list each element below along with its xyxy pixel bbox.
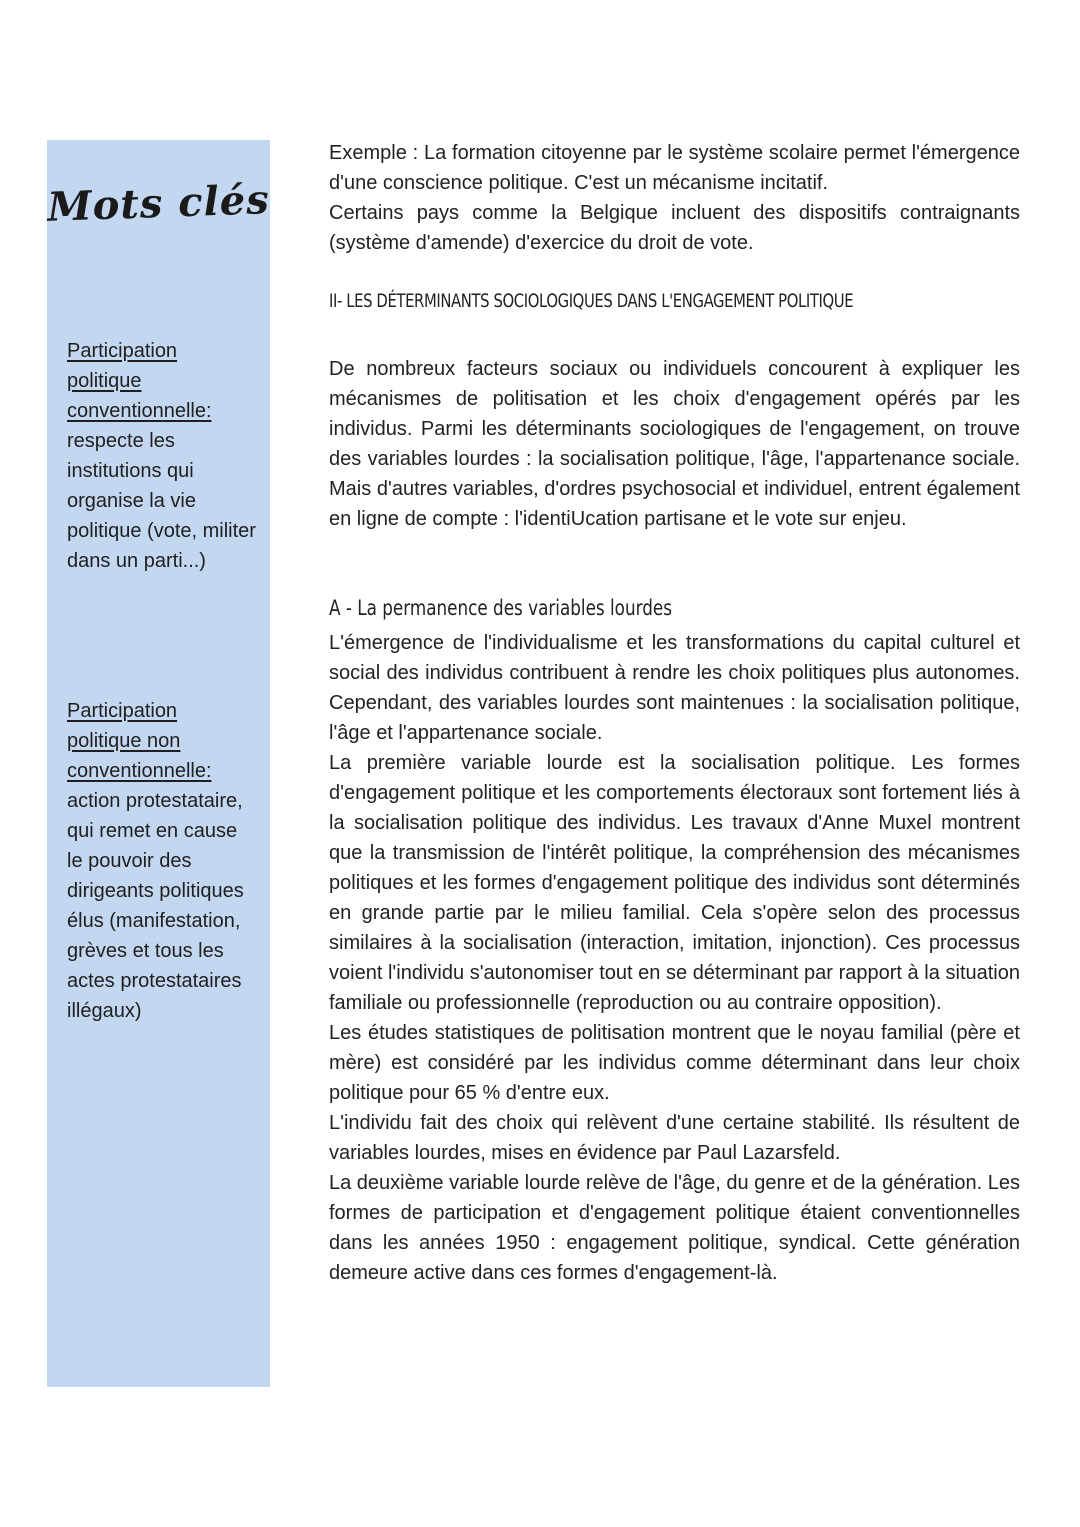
keywords-sidebar: [47, 140, 270, 1387]
body-paragraph: La deuxième variable lourde relève de l'âge, du genre et de la génération. Les formes de participation et d'engagement politique étaient conventionnelles dans les années 1950 : engagement politique, syndical. Cette génération demeure active dans ces formes d'engagement-là.: [329, 1172, 1020, 1284]
subheading: A - La permanence des variables lourdes: [329, 596, 672, 620]
intro-block: [329, 138, 1020, 258]
keyword-term: Participation politique conventionnelle:: [67, 340, 212, 422]
body-paragraph: L'émergence de l'individualisme et les transformations du capital culturel et social des individus contribuent à rendre les choix politiques plus autonomes. Cependant, des variables lourdes sont maintenues : la socialisation politique, l'âge et l'appartenance sociale.: [329, 632, 1020, 744]
keyword-term: Participation politique non conventionnelle:: [67, 700, 212, 782]
intro-paragraph: Exemple : La formation citoyenne par le système scolaire permet l'émergence d'une conscience politique. C'est un mécanisme incitatif.: [329, 142, 1020, 194]
keyword-entry: [67, 696, 257, 1026]
section-heading-block: [329, 290, 1020, 312]
sidebar-title: Mots clés: [46, 176, 271, 231]
intro-paragraph: Certains pays comme la Belgique incluent des dispositifs contraignants (système d'amende) d'exercice du droit de vote.: [329, 202, 1020, 254]
keyword-definition: respecte les institutions qui organise la vie politique (vote, militer dans un parti...): [67, 430, 256, 572]
body-paragraph: L'individu fait des choix qui relèvent d'une certaine stabilité. Ils résultent de variables lourdes, mises en évidence par Paul Lazarsfeld.: [329, 1112, 1020, 1164]
body-block: [329, 628, 1020, 1288]
body-paragraph: Les études statistiques de politisation montrent que le noyau familial (père et mère) est considéré par les individus comme déterminant dans leur choix politique pour 65 % d'entre eux.: [329, 1022, 1020, 1104]
keyword-entry: [67, 336, 257, 576]
keyword-definition: action protestataire, qui remet en cause le pouvoir des dirigeants politiques élus (manifestation, grèves et tous les actes protestataires illégaux): [67, 790, 244, 1022]
section-intro-block: [329, 354, 1020, 534]
section-paragraph: De nombreux facteurs sociaux ou individuels concourent à expliquer les mécanismes de politisation et les choix d'engagement opérés par les individus. Parmi les déterminants sociologiques de l'engagement, on trouve des variables lourdes : la socialisation politique, l'âge, l'appartenance sociale. Mais d'autres variables, d'ordres psychosocial et individuel, entrent également en ligne de compte : l'identiUcation partisane et le vote sur enjeu.: [329, 358, 1020, 530]
subheading-block: [329, 596, 1020, 620]
section-heading: II- LES DÉTERMINANTS SOCIOLOGIQUES DANS L'ENGAGEMENT POLITIQUE: [329, 290, 854, 312]
body-paragraph: La première variable lourde est la socialisation politique. Les formes d'engagement politique et les comportements électoraux sont fortement liés à la socialisation politique des individus. Les travaux d'Anne Muxel montrent que la transmission de l'intérêt politique, la compréhension des mécanismes politiques et les formes d'engagement politique des individus sont déterminés en grande partie par le milieu familial. Cela s'opère selon des processus similaires à la socialisation (interaction, imitation, injonction). Ces processus voient l'individu s'autonomiser tout en se déterminant par rapport à la situation familiale ou professionnelle (reproduction ou au contraire opposition).: [329, 752, 1020, 1014]
